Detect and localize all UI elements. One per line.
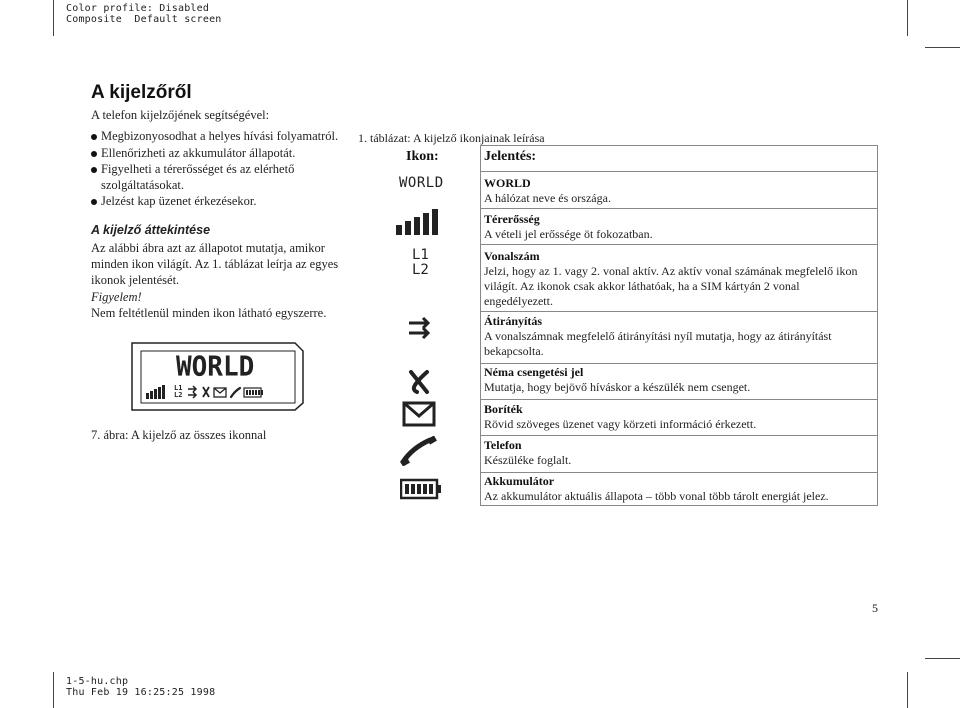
row-divider: [480, 472, 878, 473]
table-row: [484, 249, 874, 309]
crop-mark-bottom-right-horizontal: [925, 658, 960, 659]
row-description: bekapcsolta.: [484, 344, 544, 358]
section-heading: A kijelző áttekintése: [91, 223, 211, 237]
row-label: Átirányítás: [484, 314, 542, 328]
table-top-border: [480, 145, 878, 146]
row-description: A vételi jel erőssége öt fokozatban.: [484, 227, 653, 241]
call-divert-arrow-icon: [408, 317, 432, 339]
crop-mark-top-right: [907, 0, 908, 36]
lcd-signal-icon: [146, 385, 168, 399]
table-left-border: [480, 145, 481, 506]
lcd-l1: L1: [174, 384, 183, 392]
table-row: [484, 438, 874, 468]
crop-mark-bottom-right: [907, 672, 908, 708]
table-bottom-border: [480, 505, 878, 506]
row-label: Térerősség: [484, 212, 540, 226]
row-label: Vonalszám: [484, 249, 540, 263]
header-color-profile: Color profile: Disabled: [66, 3, 210, 14]
list-item-line: szolgáltatásokat.: [101, 177, 184, 192]
row-divider: [480, 208, 878, 209]
row-description: Készüléke foglalt.: [484, 453, 572, 467]
world-text-icon: WORLD: [399, 175, 444, 191]
column-header-icon: Ikon:: [406, 149, 439, 164]
overview-line: Az alábbi ábra azt az állapotot mutatja, amikor: [91, 241, 325, 255]
lcd-silent-icon: [203, 387, 209, 397]
lcd-phone-icon: [231, 388, 240, 397]
list-item: Megbizonyosodhat a helyes hívási folyamatról.: [91, 129, 351, 145]
signal-strength-icon: [396, 209, 444, 235]
row-description: Jelzi, hogy az 1. vagy 2. vonal aktív. Az aktív vonal számának megfelelő ikon: [484, 264, 858, 278]
row-description: világít. Az ikonok csak akkor láthatóak, ha a SIM kártyán 2 vonal: [484, 279, 800, 293]
list-item: Jelzést kap üzenet érkezésekor.: [91, 194, 351, 210]
overview-text: [91, 240, 351, 288]
page-number: 5: [872, 601, 878, 615]
row-label: Néma csengetési jel: [484, 365, 584, 379]
table-row: [484, 212, 874, 242]
crop-mark-top-left: [53, 0, 54, 36]
row-description: A hálózat neve és országa.: [484, 191, 611, 205]
table-row: [484, 365, 874, 395]
intro-text: A telefon kijelzőjének segítségével:: [91, 108, 270, 122]
line-l1-icon: L1: [412, 247, 429, 263]
row-description: Mutatja, hogy bejövő híváskor a készülék nem csenget.: [484, 380, 751, 394]
lcd-battery-icon: [244, 388, 263, 397]
page-title: A kijelzőről: [91, 82, 192, 103]
table-row: [484, 474, 874, 504]
warning-text: Nem feltétlenül minden ikon látható egyszerre.: [91, 306, 327, 320]
header-composite: Composite Default screen: [66, 14, 222, 25]
column-header-meaning: Jelentés:: [484, 149, 537, 164]
table-row: [484, 176, 874, 206]
row-description: Az akkumulátor aktuális állapota – több vonal több tárolt energiát jelez.: [484, 489, 829, 503]
crop-mark-top-right-horizontal: [925, 47, 960, 48]
footer-filename: 1-5-hu.chp: [66, 676, 129, 687]
battery-icon: [400, 478, 444, 500]
list-item: Ellenőrizheti az akkumulátor állapotát.: [91, 146, 351, 162]
footer-timestamp: Thu Feb 19 16:25:25 1998: [66, 687, 216, 698]
row-label: WORLD: [484, 176, 531, 190]
row-label: Telefon: [484, 438, 522, 452]
list-item-line: Figyelheti a térerősséget és az elérhető: [101, 162, 295, 176]
line-l2-icon: L2: [412, 262, 429, 278]
row-label: Boríték: [484, 402, 523, 416]
table-right-border: [877, 145, 878, 506]
lcd-status-icons: [187, 385, 267, 399]
phone-handset-icon: [400, 436, 440, 466]
feature-list: [91, 129, 351, 210]
row-description: engedélyezett.: [484, 294, 553, 308]
silent-ring-icon: [407, 369, 431, 395]
lcd-envelope-icon: [214, 388, 226, 397]
row-divider: [480, 363, 878, 364]
row-divider: [480, 171, 878, 172]
table-caption: 1. táblázat: A kijelző ikonjainak leírása: [358, 131, 545, 145]
table-row: [484, 314, 874, 359]
figure-caption: 7. ábra: A kijelző az összes ikonnal: [91, 428, 267, 442]
warning-label: Figyelem!: [91, 290, 142, 304]
overview-line: ikonok jelentését.: [91, 273, 180, 287]
row-label: Akkumulátor: [484, 474, 555, 488]
lcd-divert-icon: [188, 386, 196, 398]
lcd-world-text: WORLD: [176, 351, 255, 383]
row-divider: [480, 435, 878, 436]
table-row: [484, 402, 874, 432]
envelope-icon: [402, 401, 436, 427]
row-description: A vonalszámnak megfelelő átirányítási nyíl mutatja, hogy az átirányítást: [484, 329, 832, 343]
row-description: Rövid szöveges üzenet vagy körzeti információ érkezett.: [484, 417, 757, 431]
lcd-l2: L2: [174, 391, 183, 399]
overview-line: minden ikon világít. Az 1. táblázat leírja az egyes: [91, 257, 339, 271]
row-divider: [480, 399, 878, 400]
row-divider: [480, 244, 878, 245]
row-divider: [480, 311, 878, 312]
list-item: [91, 162, 351, 193]
display-figure: [129, 341, 306, 412]
crop-mark-bottom-left: [53, 672, 54, 708]
